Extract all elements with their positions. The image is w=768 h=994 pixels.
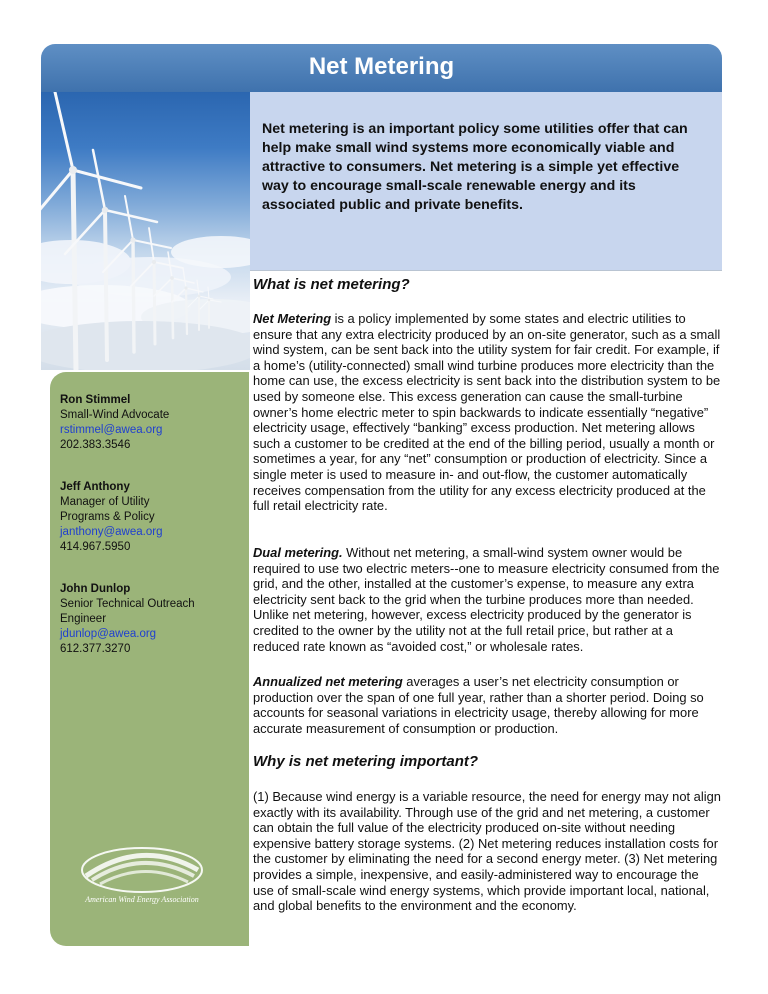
paragraph-net-metering <box>253 311 723 514</box>
wind-turbine-photo <box>41 92 250 370</box>
contact-card <box>60 393 245 453</box>
section-heading-what: What is net metering? <box>253 276 410 293</box>
contact-sidebar <box>50 372 249 946</box>
paragraph-body: Without net metering, a small-wind system owner would be required to use two electric meters--one to measure electricity consumed from the grid, and the other, installed at the customer’s expense, to measure any extra electricity sent back to the grid when the turbine produces more than needed. Unlike net metering, however, excess electricity produced by the generator is credited to the owner by the utility not at the full retail price, but rather at a reduced rate known as “avoided cost,” or wholesale rates. <box>253 545 720 654</box>
contact-card <box>60 582 245 657</box>
paragraph-annualized <box>253 674 723 736</box>
contact-email-link[interactable]: janthony@awea.org <box>60 526 163 538</box>
paragraph-body: averages a user’s net electricity consumption or production over the span of one full year, rather than a shorter period. Doing so accounts for seasonal variations in electricity usage, thereby allowing for more accurate measurement of consumption or production. <box>253 674 704 736</box>
contact-role: Manager of Utility Programs & Policy <box>60 496 155 523</box>
paragraph-body: is a policy implemented by some states and electric utilities to ensure that any extra electricity produced by an on-site generator, such as a small wind system, can be sent back into the utility system for fair credit. For example, if a home’s (utility-connected) small wind turbine produces more electricity than the home can use, the excess electricity is sent back into the distribution system to be used by someone else. This excess generation can cause the small-turbine owner’s home electric meter to spin backwards to indicate essentially “negative” electricity usage, effectively “banking” excess production. Net metering allows such a customer to be credited at the end of the billing period, usually a month or sometimes a year, for any “net” consumption or production of electricity. Since a single meter is used to measure in- and out-flow, the customer automatically receives compensation from the utility for any excess electricity produced at the full retail electricity rate. <box>253 311 721 514</box>
contact-phone: 202.383.3546 <box>60 439 131 451</box>
intro-text: Net metering is an important policy some utilities offer that can help make small wind systems more economically viable and attractive to consumers. Net metering is a simple yet effective way to encourage small-scale renewable energy and its associated public and private benefits. <box>262 121 688 213</box>
intro-box <box>250 92 722 270</box>
contact-name: Jeff Anthony <box>60 481 130 493</box>
contact-name: Ron Stimmel <box>60 394 131 406</box>
title-bar <box>41 44 722 92</box>
awea-logo-icon <box>72 842 222 912</box>
contact-name: John Dunlop <box>60 583 131 595</box>
svg-text:American Wind Energy Associati: American Wind Energy Association <box>85 895 199 904</box>
contact-role: Senior Technical Outreach Engineer <box>60 598 195 625</box>
contact-email-link[interactable]: rstimmel@awea.org <box>60 424 163 436</box>
paragraph-lead: Dual metering. <box>253 545 343 560</box>
contact-phone: 414.967.5950 <box>60 541 131 553</box>
divider <box>250 270 722 271</box>
contact-email-link[interactable]: jdunlop@awea.org <box>60 628 157 640</box>
page-title: Net Metering <box>308 53 455 80</box>
section-heading-why: Why is net metering important? <box>253 753 479 770</box>
contact-role: Small-Wind Advocate <box>60 409 170 421</box>
paragraph-why-important: (1) Because wind energy is a variable resource, the need for energy may not align exactly with its availability. Through use of the grid and net metering, a customer can obtain the full value of the electricity produced on-site without needing expensive battery storage systems. (2) Net metering reduces installation costs for the customer by eliminating the need for a second energy meter. (3) Net metering provides a simple, inexpensive, and easily-administered way to encourage the use of small-scale wind energy systems, which provide important local, national, and global benefits to the environment and the economy. <box>253 789 721 914</box>
paragraph-lead: Net Metering <box>253 311 332 326</box>
paragraph-dual-metering <box>253 545 723 654</box>
contact-phone: 612.377.3270 <box>60 643 131 655</box>
paragraph-lead: Annualized net metering <box>253 674 403 689</box>
contact-card <box>60 480 245 555</box>
